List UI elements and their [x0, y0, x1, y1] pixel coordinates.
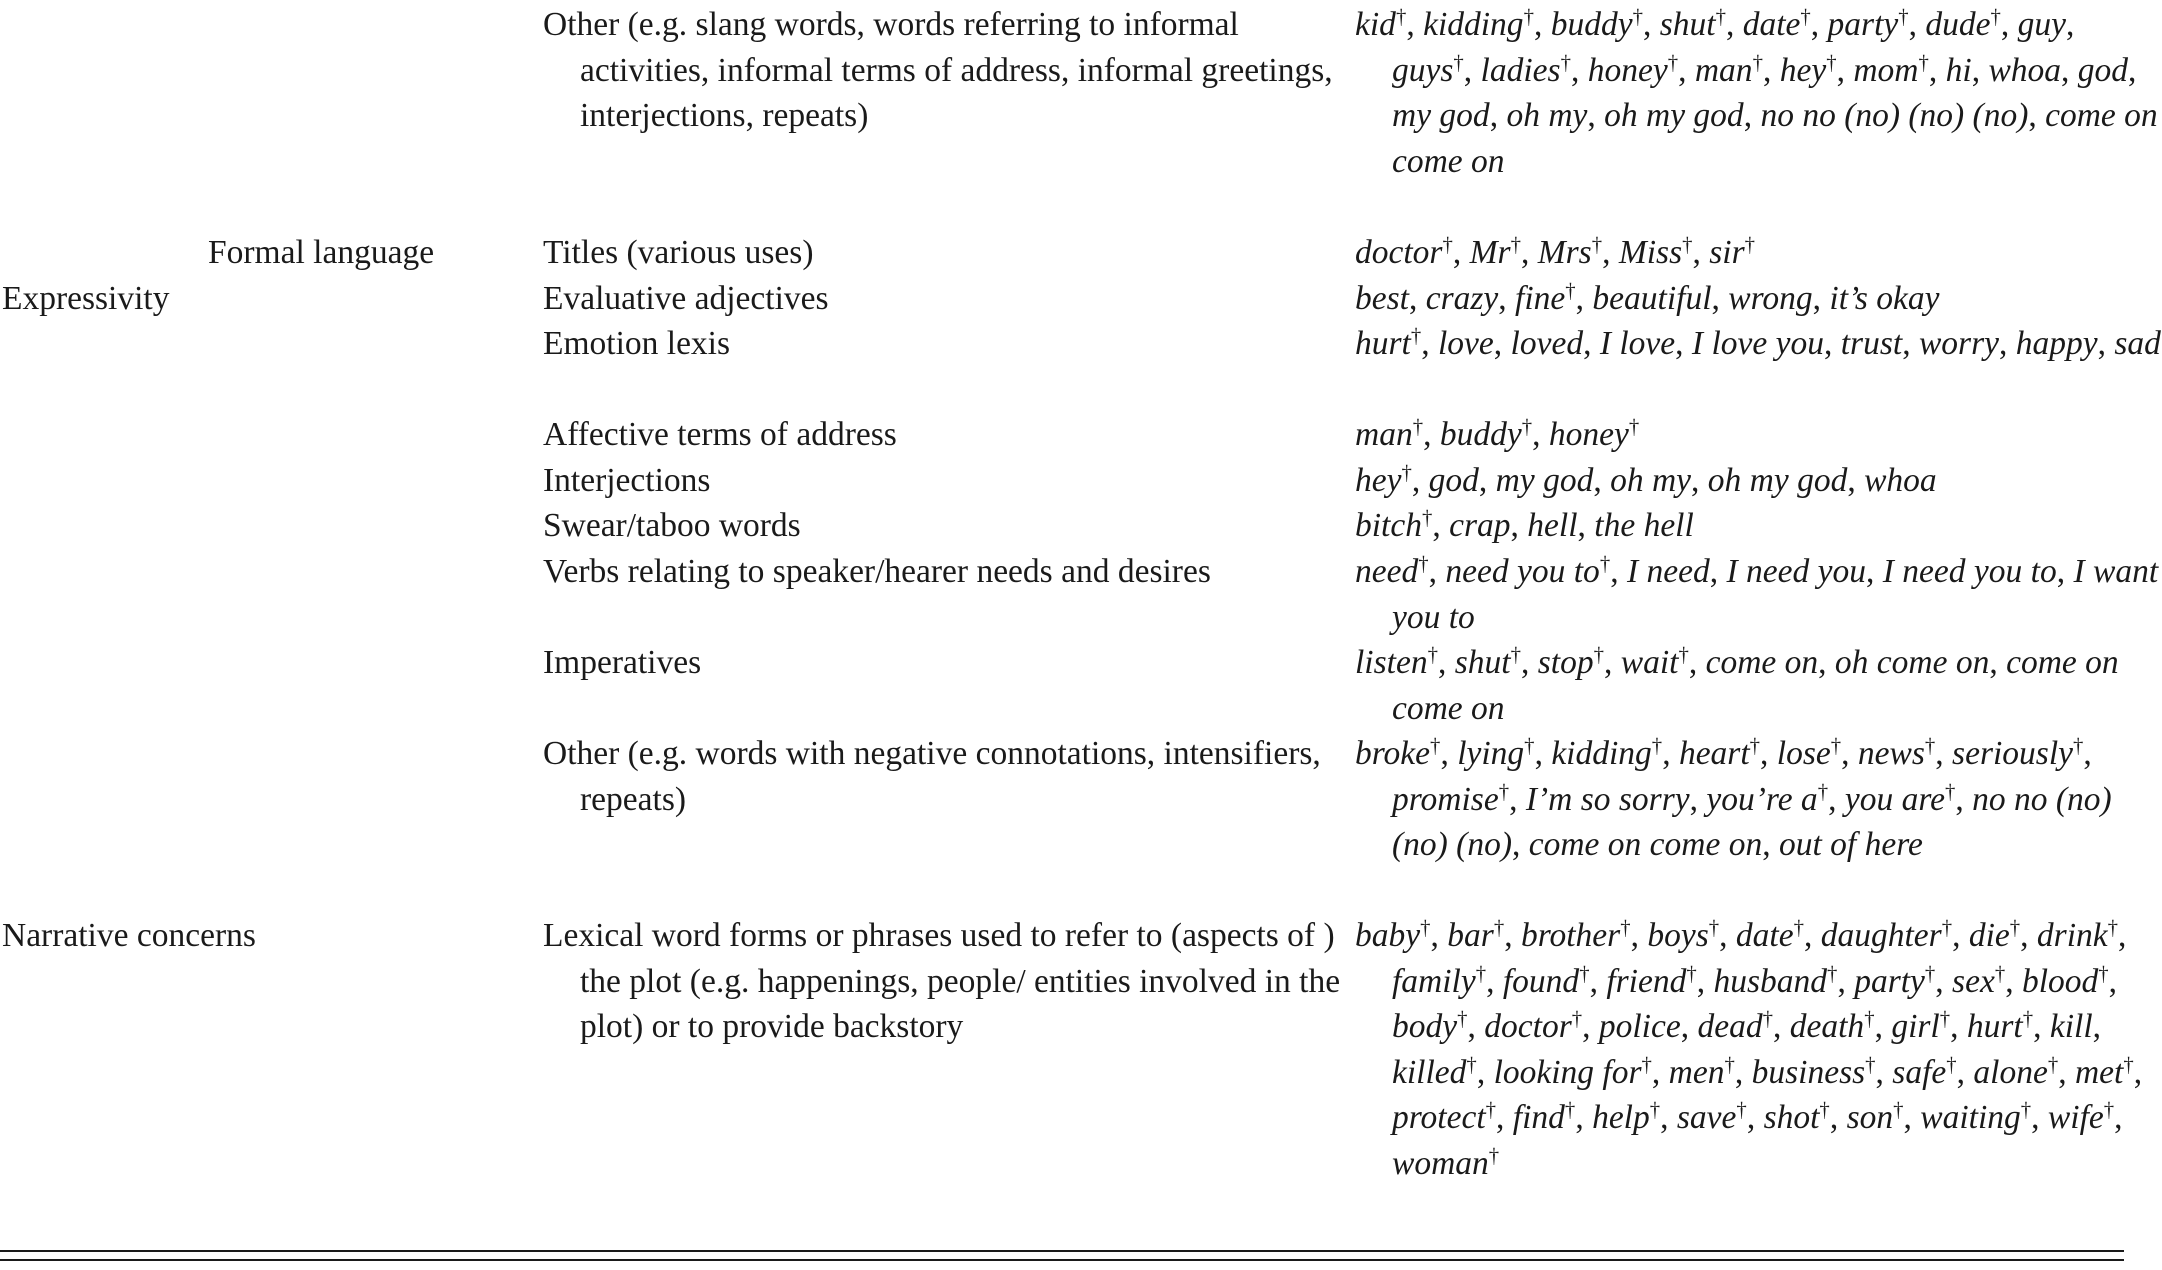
dagger-mark: † [1682, 233, 1693, 257]
row-7-description: Verbs relating to speaker/hearer needs and desires [543, 553, 1211, 590]
example-term: out of here [1779, 826, 1923, 863]
dagger-mark: † [1941, 916, 1953, 940]
example-term: I love you [1691, 325, 1824, 362]
dagger-mark: † [1946, 1053, 1957, 1077]
example-term: lying [1457, 735, 1525, 772]
example-term: oh come on [1834, 644, 1990, 681]
example-term: body [1392, 1008, 1458, 1045]
dagger-mark: † [1493, 916, 1505, 940]
row-0-examples: kid†, kidding†, buddy†, shut†, date†, party†, dude†, guy, guys†, ladies†, honey†, man†, hey†, mom†, hi, whoa, god, my god, oh my, oh my god, no no (no) (no) (no), come on come on [1355, 5, 2158, 180]
example-term: hey [1779, 51, 1827, 89]
example-term: need [1355, 553, 1419, 590]
example-term: honey [1548, 416, 1629, 453]
example-term: dead [1697, 1008, 1763, 1045]
example-term: dude [1925, 6, 1991, 43]
example-term: fine [1515, 280, 1566, 317]
example-term: beautiful [1592, 280, 1712, 317]
dagger-mark: † [1430, 734, 1441, 758]
example-term: sir [1709, 234, 1745, 271]
example-term: you’re a [1706, 780, 1818, 818]
dagger-mark: † [1817, 780, 1829, 804]
example-term: trust [1840, 325, 1903, 362]
example-term: son [1846, 1099, 1894, 1136]
example-term: seriously [1952, 735, 2074, 772]
example-term: I need you to [1882, 553, 2057, 590]
example-term: friend [1606, 962, 1687, 1000]
example-term: kill [2049, 1008, 2093, 1045]
row-9-examples: broke†, lying†, kidding†, heart†, lose†, news†, seriously†, promise†, I’m so sorry, you’re a†, you are†, no no (no) (no) (no), come on come on, out of here [1355, 734, 2112, 863]
row-1-subcategory: Formal language [208, 234, 435, 271]
example-term: I need you [1726, 553, 1866, 590]
dagger-mark: † [1453, 51, 1464, 75]
dagger-mark: † [2103, 1098, 2115, 1122]
dagger-mark: † [1819, 1098, 1830, 1122]
example-term: listen [1355, 644, 1428, 681]
example-term: best [1355, 280, 1409, 317]
example-term: no no (no) (no) (no) [1760, 97, 2029, 134]
example-term: find [1512, 1099, 1565, 1136]
dagger-mark: † [1651, 734, 1663, 758]
example-term: mom [1853, 51, 1919, 89]
example-term: boys [1647, 917, 1709, 954]
dagger-mark: † [1827, 962, 1838, 986]
example-term: hi [1945, 51, 1972, 89]
example-term: family [1392, 962, 1476, 1000]
example-term: stop [1537, 644, 1594, 681]
example-term: I’m so sorry [1525, 780, 1690, 818]
example-term: brother [1520, 917, 1621, 954]
dagger-mark: † [2107, 916, 2119, 940]
dagger-mark: † [1826, 51, 1837, 75]
dagger-mark: † [1457, 1007, 1468, 1031]
example-term: oh my god [1604, 97, 1744, 134]
row-2-description: Evaluative adjectives [543, 280, 829, 317]
dagger-mark: † [1620, 916, 1631, 940]
dagger-mark: † [1510, 643, 1521, 667]
row-4-examples: man†, buddy†, honey† [1355, 415, 1640, 453]
dagger-mark: † [1466, 1053, 1477, 1077]
dagger-mark: † [1488, 1144, 1500, 1168]
example-term: news [1857, 735, 1925, 772]
example-term: safe [1892, 1053, 1947, 1091]
dagger-mark: † [1395, 5, 1407, 29]
dagger-mark: † [1736, 1098, 1747, 1122]
example-term: loved [1510, 325, 1584, 362]
dagger-mark: † [1593, 643, 1604, 667]
dagger-mark: † [1945, 780, 1956, 804]
dagger-mark: † [1918, 51, 1929, 75]
example-term: met [2074, 1053, 2124, 1091]
example-term: worry [1918, 325, 1999, 362]
example-term: waiting [1920, 1099, 2021, 1136]
row-1-description: Titles (various uses) [543, 234, 814, 271]
example-term: it’s okay [1829, 280, 1940, 317]
example-term: protect [1392, 1099, 1486, 1136]
dagger-mark: † [1724, 1053, 1735, 1077]
dagger-mark: † [1793, 916, 1804, 940]
example-term: oh my god [1707, 462, 1848, 499]
example-term: shut [1659, 6, 1716, 43]
row-2-category: Expressivity [2, 280, 170, 317]
example-term: crap [1449, 507, 1511, 544]
example-term: need you to [1445, 553, 1600, 590]
example-term: date [1735, 917, 1794, 954]
row-8-examples: listen†, shut†, stop†, wait†, come on, oh come on, come on come on [1355, 643, 2119, 727]
example-term: blood [2021, 962, 2099, 1000]
example-term: man [1355, 416, 1413, 453]
example-term: my god [1392, 97, 1490, 134]
row-2-examples: best, crazy, fine†, beautiful, wrong, it’s okay [1355, 279, 1940, 317]
dagger-mark: † [1686, 962, 1697, 986]
example-term: ladies [1480, 51, 1561, 89]
dagger-mark: † [1762, 1007, 1773, 1031]
example-term: wife [2047, 1099, 2104, 1136]
dagger-mark: † [1521, 415, 1533, 439]
dagger-mark: † [1708, 916, 1720, 940]
example-term: save [1676, 1099, 1737, 1136]
dagger-mark: † [1749, 734, 1761, 758]
dagger-mark: † [1485, 1098, 1497, 1122]
example-term: whoa [1864, 462, 1937, 499]
example-term: husband [1713, 962, 1828, 1000]
dagger-mark: † [1498, 780, 1510, 804]
example-term: crazy [1425, 280, 1499, 317]
example-term: come on come on [1528, 826, 1763, 863]
example-term: bitch [1355, 507, 1422, 544]
dagger-mark: † [1667, 51, 1679, 75]
row-9-description: Other (e.g. words with negative connotations, intensifiers, repeats) [543, 735, 1321, 818]
example-term: heart [1678, 735, 1750, 772]
example-term: oh my [1610, 462, 1692, 499]
dagger-mark: † [2047, 1053, 2059, 1077]
example-term: kidding [1423, 6, 1524, 43]
example-term: wait [1620, 644, 1679, 681]
dagger-mark: † [1571, 1007, 1583, 1031]
dagger-mark: † [1560, 51, 1571, 75]
example-term: you are [1844, 780, 1945, 818]
example-term: man [1694, 51, 1753, 89]
example-term: shot [1763, 1099, 1820, 1136]
example-term: die [1968, 917, 2010, 954]
example-term: killed [1392, 1053, 1467, 1091]
dagger-mark: † [2020, 1098, 2032, 1122]
dagger-mark: † [2073, 734, 2084, 758]
example-term: guy [2017, 6, 2067, 43]
dagger-mark: † [1678, 643, 1689, 667]
example-term: Miss [1618, 234, 1683, 271]
table-bottom-rule-2 [0, 1259, 2124, 1261]
example-term: hurt [1966, 1008, 2023, 1045]
example-term: whoa [1988, 51, 2062, 89]
example-term: men [1668, 1053, 1725, 1091]
dagger-mark: † [1579, 962, 1590, 986]
row-3-examples: hurt†, love, loved, I love, I love you, trust, worry, happy, sad [1355, 324, 2161, 362]
dagger-mark: † [1939, 1007, 1951, 1031]
dagger-mark: † [1628, 415, 1640, 439]
dagger-mark: † [1864, 1007, 1875, 1031]
example-term: come on come on [1392, 97, 2158, 180]
dagger-mark: † [1990, 5, 2001, 29]
dagger-mark: † [1524, 734, 1535, 758]
dagger-mark: † [1752, 51, 1763, 75]
dagger-mark: † [1565, 279, 1576, 303]
example-term: broke [1355, 735, 1431, 772]
example-term: found [1502, 962, 1580, 1000]
example-term: honey [1587, 51, 1668, 89]
row-5-description: Interjections [543, 462, 711, 499]
dagger-mark: † [1715, 5, 1726, 29]
example-term: sex [1952, 962, 1995, 1000]
example-term: love [1438, 325, 1494, 362]
dagger-mark: † [1591, 233, 1603, 257]
example-term: party [1854, 962, 1925, 1000]
example-term: oh my [1506, 97, 1588, 134]
example-term: doctor [1484, 1008, 1572, 1045]
example-term: Mr [1469, 234, 1511, 271]
row-4-description: Affective terms of address [543, 416, 897, 453]
dagger-mark: † [1442, 233, 1453, 257]
row-3-description: Emotion lexis [543, 325, 731, 362]
dagger-mark: † [1632, 5, 1643, 29]
example-term: Mrs [1537, 234, 1592, 271]
dagger-mark: † [1564, 1098, 1576, 1122]
example-term: wrong [1728, 280, 1813, 317]
dagger-mark: † [1898, 5, 1909, 29]
dagger-mark: † [1641, 1053, 1652, 1077]
dagger-mark: † [1401, 461, 1412, 485]
example-term: death [1789, 1008, 1865, 1045]
dagger-mark: † [2098, 962, 2109, 986]
example-term: come on come on [1392, 644, 2119, 727]
row-1-examples: doctor†, Mr†, Mrs†, Miss†, sir† [1355, 233, 1756, 271]
dagger-mark: † [1924, 734, 1936, 758]
row-10-category: Narrative concerns [2, 917, 256, 954]
dagger-mark: † [1475, 962, 1487, 986]
example-term: kidding [1551, 735, 1652, 772]
example-term: girl [1891, 1008, 1940, 1045]
example-term: looking for [1493, 1053, 1642, 1091]
dagger-mark: † [2009, 916, 2021, 940]
example-term: lose [1776, 735, 1831, 772]
example-term: happy [2015, 325, 2098, 362]
dagger-mark: † [1420, 916, 1431, 940]
dagger-mark: † [1893, 1098, 1904, 1122]
dagger-mark: † [2022, 1007, 2034, 1031]
example-term: shut [1454, 644, 1511, 681]
example-term: buddy [1439, 416, 1522, 453]
example-term: promise [1392, 780, 1499, 818]
example-term: come on [1705, 644, 1819, 681]
example-term: my god [1495, 462, 1594, 499]
dagger-mark: † [1410, 324, 1422, 348]
example-term: I want you to [1392, 553, 2159, 636]
example-term: guys [1392, 51, 1454, 89]
example-term: hurt [1355, 325, 1411, 362]
example-term: god [1428, 462, 1479, 499]
dagger-mark: † [1649, 1098, 1661, 1122]
row-6-examples: bitch†, crap, hell, the hell [1355, 506, 1694, 544]
row-0-description: Other (e.g. slang words, words referring to informal activities, informal terms of address, informal greetings, interjections, repeats) [543, 6, 1333, 134]
table-bottom-rule [0, 1250, 2124, 1252]
example-term: sad [2114, 325, 2161, 362]
row-10-description: Lexical word forms or phrases used to refer to (aspects of ) the plot (e.g. happenings, people/ entities involved in the plot) or to provide backstory [543, 917, 1341, 1045]
example-term: help [1592, 1099, 1650, 1136]
dagger-mark: † [1421, 506, 1433, 530]
dagger-mark: † [1800, 5, 1811, 29]
example-term: buddy [1550, 6, 1633, 43]
example-term: alone [1973, 1053, 2048, 1091]
dagger-mark: † [2123, 1053, 2134, 1077]
example-term: business [1751, 1053, 1866, 1091]
dagger-mark: † [1427, 643, 1438, 667]
row-5-examples: hey†, god, my god, oh my, oh my god, whoa [1355, 461, 1937, 499]
example-term: baby [1355, 917, 1421, 954]
dagger-mark: † [1523, 5, 1534, 29]
example-term: drink [2036, 917, 2108, 954]
example-term: police [1598, 1008, 1681, 1045]
example-term: daughter [1820, 917, 1942, 954]
example-term: kid [1355, 6, 1396, 43]
example-term: hey [1355, 462, 1402, 499]
example-term: doctor [1355, 234, 1443, 271]
example-term: bar [1447, 917, 1494, 954]
example-term: no no (no) (no) (no) [1392, 780, 2112, 863]
example-term: god [2077, 51, 2129, 89]
dagger-mark: † [1418, 552, 1429, 576]
example-term: I need [1626, 553, 1710, 590]
dagger-mark: † [1412, 415, 1424, 439]
row-6-description: Swear/taboo words [543, 507, 801, 544]
example-term: woman [1392, 1144, 1489, 1182]
example-term: I love [1599, 325, 1676, 362]
example-term: the hell [1594, 507, 1694, 544]
dagger-mark: † [1510, 233, 1521, 257]
row-8-description: Imperatives [543, 644, 702, 681]
row-10-examples: baby†, bar†, brother†, boys†, date†, daughter†, die†, drink†, family†, found†, friend†, husband†, party†, sex†, blood†, body†, doctor†, police, dead†, death†, girl†, hurt†, kill, killed†, looking for†, men†, business†, safe†, alone†, met†, protect†, find†, help†, save†, shot†, son†, waiting†, wife†, woman† [1355, 916, 2143, 1182]
example-term: date [1742, 6, 1801, 43]
example-term: hell [1527, 507, 1578, 544]
dagger-mark: † [1994, 962, 2006, 986]
dagger-mark: † [1599, 552, 1611, 576]
example-term: party [1827, 6, 1899, 43]
dagger-mark: † [1865, 1053, 1876, 1077]
dagger-mark: † [1830, 734, 1842, 758]
dagger-mark: † [1744, 233, 1756, 257]
row-7-examples: need†, need you to†, I need, I need you, I need you to, I want you to [1355, 552, 2159, 636]
dagger-mark: † [1924, 962, 1936, 986]
